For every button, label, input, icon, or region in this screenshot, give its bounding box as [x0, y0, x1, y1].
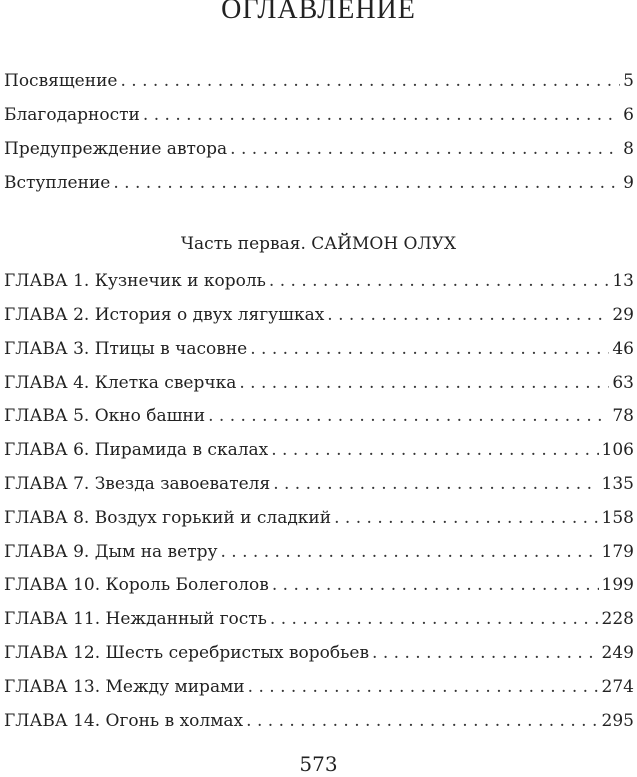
page-number: 573 [299, 752, 338, 776]
toc-entry [4, 136, 634, 162]
toc-entry-label: ГЛАВА 3. Птицы в часовне [4, 339, 248, 359]
toc-entry [4, 302, 634, 328]
toc-entry-page: 179 [601, 542, 634, 562]
toc-entry-page: 63 [612, 373, 634, 393]
toc-entry-page: 295 [601, 711, 634, 731]
toc-entry-page: 9 [623, 173, 634, 193]
toc-entry [4, 606, 634, 632]
toc-entry-label: ГЛАВА 4. Клетка сверчка [4, 373, 237, 393]
toc-entry-page: 5 [623, 71, 634, 91]
toc-entry-page: 29 [612, 305, 634, 325]
toc-entry-label: Посвящение [4, 71, 118, 91]
toc-entry-page: 8 [623, 139, 634, 159]
dot-leader [220, 539, 598, 565]
toc-entry-page: 249 [601, 643, 634, 663]
toc-entry [4, 403, 634, 429]
toc-entry [4, 170, 634, 196]
toc-entry-page: 199 [601, 575, 634, 595]
toc-entry-label: Предупреждение автора [4, 139, 228, 159]
toc-entry-label: Вступление [4, 173, 111, 193]
toc-entry [4, 674, 634, 700]
toc-entry-label: Благодарности [4, 105, 140, 125]
toc-entry-label: ГЛАВА 2. История о двух лягушках [4, 305, 325, 325]
toc-entry [4, 572, 634, 598]
toc-entry [4, 268, 634, 294]
dot-leader [120, 68, 620, 94]
dot-leader [269, 268, 609, 294]
toc-entry-label: ГЛАВА 11. Нежданный гость [4, 609, 267, 629]
dot-leader [271, 437, 598, 463]
toc-entry [4, 471, 634, 497]
dot-leader [272, 572, 599, 598]
dot-leader [248, 674, 599, 700]
toc-entry-label: ГЛАВА 10. Король Болеголов [4, 575, 269, 595]
toc-entry-label: ГЛАВА 8. Воздух горький и сладкий [4, 508, 332, 528]
dot-leader [208, 403, 609, 429]
toc-entry-page: 158 [601, 508, 634, 528]
toc-entry-label: ГЛАВА 12. Шесть серебристых воробьев [4, 643, 370, 663]
dot-leader [372, 640, 599, 666]
toc-entry-page: 78 [612, 406, 634, 426]
toc-entry [4, 640, 634, 666]
toc-entry-label: ГЛАВА 6. Пирамида в скалах [4, 440, 269, 460]
toc-entry-page: 135 [601, 474, 634, 494]
dot-leader [143, 102, 620, 128]
dot-leader [273, 471, 598, 497]
dot-leader [113, 170, 620, 196]
part-heading: Часть первая. САЙМОН ОЛУХ [180, 234, 457, 254]
dot-leader [230, 136, 620, 162]
toc-entry [4, 505, 634, 531]
toc-entry-label: ГЛАВА 13. Между мирами [4, 677, 245, 697]
toc-entry-label: ГЛАВА 14. Огонь в холмах [4, 711, 244, 731]
toc-entry-page: 274 [601, 677, 634, 697]
toc-entry-page: 46 [612, 339, 634, 359]
dot-leader [246, 708, 598, 734]
dot-leader [239, 370, 609, 396]
dot-leader [334, 505, 598, 531]
toc-entry-page: 228 [601, 609, 634, 629]
toc-entry [4, 102, 634, 128]
page-title: ОГЛАВЛЕНИЕ [221, 0, 416, 25]
dot-leader [270, 606, 599, 632]
toc-entry [4, 708, 634, 734]
toc-entry [4, 68, 634, 94]
toc-entry-label: ГЛАВА 7. Звезда завоевателя [4, 474, 271, 494]
toc-entry [4, 336, 634, 362]
toc-entry-label: ГЛАВА 9. Дым на ветру [4, 542, 218, 562]
toc-entry-label: ГЛАВА 5. Окно башни [4, 406, 206, 426]
toc-entry-label: ГЛАВА 1. Кузнечик и король [4, 271, 266, 291]
toc-entry-page: 106 [601, 440, 634, 460]
toc-entry-page: 6 [623, 105, 634, 125]
toc-entry [4, 437, 634, 463]
toc-entry-page: 13 [612, 271, 634, 291]
dot-leader [250, 336, 609, 362]
toc-entry [4, 539, 634, 565]
toc-entry [4, 370, 634, 396]
dot-leader [327, 302, 609, 328]
